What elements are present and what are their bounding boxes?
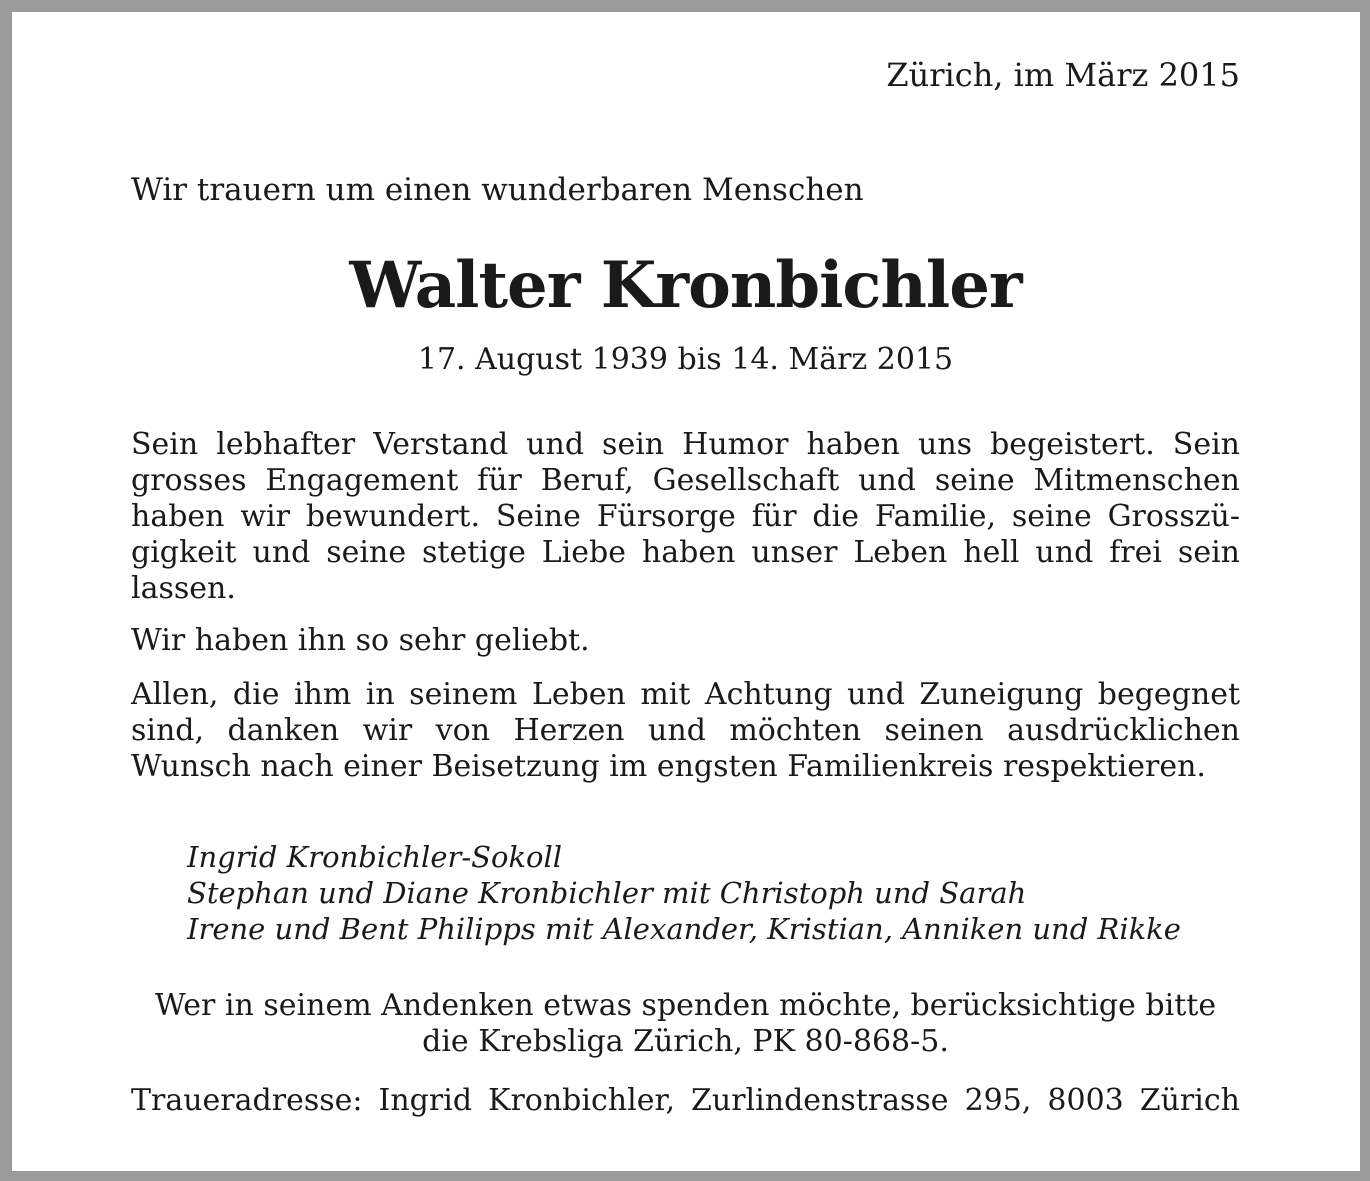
donation-line-1: Wer in seinem Andenken etwas spenden möchte, berücksichtige bitte [154,988,1217,1023]
deceased-name: Walter Kronbichler [349,248,1022,323]
lifespan: 17. August 1939 bis 14. März 2015 [417,342,954,377]
intro-line: Wir trauern um einen wunderbaren Menschen [131,172,864,208]
thanks-paragraph: Allen, die ihm in seinem Leben mit Achtung und Zuneigung begegnet sind, danken wir von Herzen und möchten seinen ausdrücklichen Wunsch nach einer Beisetzung im engsten Familienkreis respektieren. [131,677,1240,784]
mourning-address: Traueradresse: Ingrid Kronbichler, Zurlindenstrasse 295, 8003 Zürich [131,1083,1240,1118]
donation-note [131,988,1240,1060]
place-date: Zürich, im März 2015 [886,56,1240,94]
mourners-list [187,839,1181,947]
love-paragraph: Wir haben ihn so sehr geliebt. [131,623,590,658]
tribute-paragraph: Sein lebhafter Verstand und sein Humor haben uns begeistert. Sein grosses Engagement für Beruf, Gesellschaft und seine Mitmenschen haben wir bewundert. Seine Fürsorge für die Familie, seine Grosszügigkeit und seine stetige Liebe haben unser Leben hell und frei sein lassen. [131,427,1240,606]
mourner-line: Irene und Bent Philipps mit Alexander, Kristian, Anniken und Rikke [187,912,1181,946]
donation-line-2: die Krebsliga Zürich, PK 80-868-5. [422,1024,949,1059]
mourner-line: Stephan und Diane Kronbichler mit Christoph und Sarah [187,876,1027,910]
mourner-line: Ingrid Kronbichler-Sokoll [187,840,563,874]
